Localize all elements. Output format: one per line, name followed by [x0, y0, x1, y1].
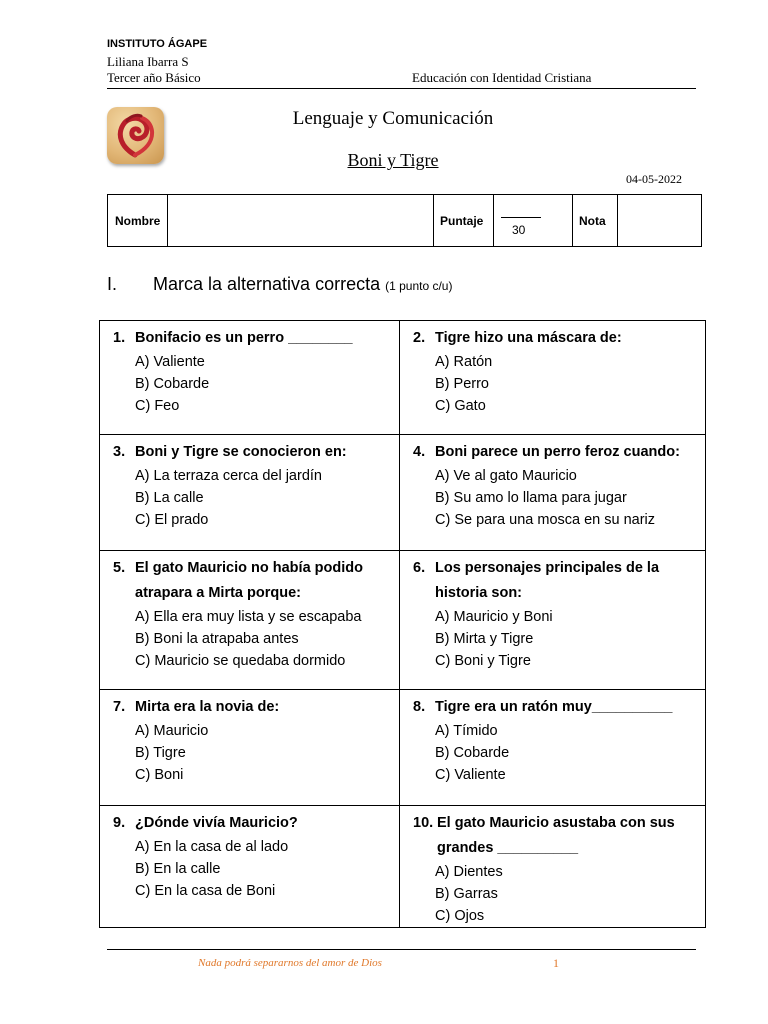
- question-prompt: [113, 326, 391, 351]
- question-prompt: [113, 440, 391, 465]
- question-prompt: [113, 811, 391, 836]
- header-motto: Educación con Identidad Cristiana: [412, 70, 592, 85]
- question-number: 5.: [113, 560, 126, 576]
- subject-title: Lenguaje y Comunicación: [292, 108, 494, 129]
- section-instruction: Marca la alternativa correcta: [153, 274, 381, 294]
- question-number: 1.: [113, 330, 126, 346]
- question-row: [100, 321, 706, 435]
- answer-option[interactable]: B) Mirta y Tigre: [435, 631, 534, 647]
- question-cell: [100, 435, 400, 551]
- question-row: [100, 806, 706, 928]
- section-points-note: (1 punto c/u): [385, 279, 453, 293]
- question-prompt: [413, 811, 697, 861]
- answer-option[interactable]: A) Mauricio y Boni: [435, 609, 553, 625]
- question-text: ¿Dónde vivía Mauricio?: [135, 815, 298, 831]
- question-cell: [100, 551, 400, 690]
- puntaje-field[interactable]: [494, 195, 573, 246]
- answer-option[interactable]: C) Ojos: [435, 908, 485, 924]
- question-item: [100, 435, 399, 531]
- question-item: [400, 321, 705, 417]
- answer-option[interactable]: C) Valiente: [435, 767, 506, 783]
- grade-level: Tercer año Básico: [107, 70, 201, 85]
- answer-option[interactable]: A) Ve al gato Mauricio: [435, 468, 577, 484]
- answer-option[interactable]: B) Cobarde: [135, 376, 210, 392]
- question-number: 3.: [113, 444, 126, 460]
- student-info-table: [107, 194, 702, 247]
- question-prompt: [413, 326, 697, 351]
- question-prompt: [113, 556, 391, 606]
- question-prompt: [413, 440, 697, 465]
- footer-divider: [107, 949, 696, 950]
- section-number: I.: [107, 274, 118, 294]
- answer-option[interactable]: C) Se para una mosca en su nariz: [435, 512, 656, 528]
- questions-table: [99, 320, 706, 928]
- section-heading: [107, 274, 452, 295]
- question-item: [400, 551, 705, 672]
- question-text: Mirta era la novia de:: [135, 699, 280, 715]
- question-text: Boni y Tigre se conocieron en:: [135, 444, 347, 460]
- answer-option[interactable]: A) Valiente: [135, 354, 205, 370]
- puntaje-label: Puntaje: [434, 195, 494, 246]
- answer-option[interactable]: B) Su amo lo llama para jugar: [435, 490, 627, 506]
- question-item: [100, 690, 399, 786]
- question-cell: [400, 690, 706, 806]
- school-name: INSTITUTO ÁGAPE: [107, 38, 208, 50]
- answer-option[interactable]: C) En la casa de Boni: [135, 883, 276, 899]
- answer-option[interactable]: A) Ella era muy lista y se escapaba: [135, 609, 362, 625]
- question-number: 7.: [113, 699, 126, 715]
- teacher-name: Liliana Ibarra S: [107, 54, 189, 69]
- footer-motto: Nada podrá separarnos del amor de Dios: [198, 957, 382, 969]
- question-item: [400, 806, 705, 927]
- page-number: 1: [553, 956, 559, 970]
- question-text: Tigre hizo una máscara de:: [435, 330, 622, 346]
- question-row: [100, 551, 706, 690]
- question-cell: [100, 690, 400, 806]
- question-prompt: [113, 695, 391, 720]
- answer-option[interactable]: C) Gato: [435, 398, 486, 414]
- nombre-label: Nombre: [108, 195, 168, 246]
- answer-option[interactable]: A) Dientes: [435, 864, 503, 880]
- question-number: 4.: [413, 444, 426, 460]
- question-cell: [100, 321, 400, 435]
- answer-option[interactable]: B) Perro: [435, 376, 489, 392]
- question-item: [100, 551, 399, 672]
- question-cell: [400, 806, 706, 928]
- question-cell: [400, 435, 706, 551]
- exam-date: 04-05-2022: [626, 172, 682, 186]
- answer-option[interactable]: A) Tímido: [435, 723, 498, 739]
- question-item: [100, 806, 399, 902]
- header-divider: [107, 88, 696, 89]
- question-row: [100, 690, 706, 806]
- answer-option[interactable]: B) La calle: [135, 490, 204, 506]
- question-item: [100, 321, 399, 417]
- question-number: 2.: [413, 330, 426, 346]
- nota-label: Nota: [573, 195, 618, 246]
- answer-option[interactable]: A) Ratón: [435, 354, 493, 370]
- question-number: 8.: [413, 699, 426, 715]
- score-blank-line: [501, 217, 541, 218]
- nota-field[interactable]: [618, 195, 701, 246]
- answer-option[interactable]: A) En la casa de al lado: [135, 839, 289, 855]
- answer-option[interactable]: C) Mauricio se quedaba dormido: [135, 653, 346, 669]
- question-text: Los personajes principales de la historia son:: [435, 560, 660, 601]
- answer-option[interactable]: B) Tigre: [135, 745, 186, 761]
- story-title: Boni y Tigre: [347, 150, 439, 170]
- question-cell: [400, 551, 706, 690]
- question-number: 6.: [413, 560, 426, 576]
- answer-option[interactable]: B) Cobarde: [435, 745, 510, 761]
- question-number: 9.: [113, 815, 126, 831]
- question-text: Bonifacio es un perro ________: [135, 330, 353, 346]
- answer-option[interactable]: C) Boni y Tigre: [435, 653, 531, 669]
- answer-option[interactable]: B) Boni la atrapaba antes: [135, 631, 299, 647]
- answer-option[interactable]: B) En la calle: [135, 861, 221, 877]
- answer-option[interactable]: B) Garras: [435, 886, 498, 902]
- question-cell: [100, 806, 400, 928]
- question-item: [400, 435, 705, 531]
- question-text: El gato Mauricio asustaba con sus grandes __________: [437, 815, 675, 856]
- question-number: 10.: [413, 815, 434, 831]
- question-row: [100, 435, 706, 551]
- score-total: 30: [512, 223, 526, 237]
- nombre-field[interactable]: [168, 195, 434, 246]
- question-prompt: [413, 556, 697, 606]
- answer-option[interactable]: C) El prado: [135, 512, 209, 528]
- question-text: Tigre era un ratón muy__________: [435, 699, 673, 715]
- question-text: El gato Mauricio no había podido atrapara a Mirta porque:: [135, 560, 363, 601]
- question-text: Boni parece un perro feroz cuando:: [435, 444, 680, 460]
- question-cell: [400, 321, 706, 435]
- question-prompt: [413, 695, 697, 720]
- answer-option[interactable]: A) Mauricio: [135, 723, 209, 739]
- answer-option[interactable]: A) La terraza cerca del jardín: [135, 468, 322, 484]
- answer-option[interactable]: C) Boni: [135, 767, 184, 783]
- question-item: [400, 690, 705, 786]
- answer-option[interactable]: C) Feo: [135, 398, 180, 414]
